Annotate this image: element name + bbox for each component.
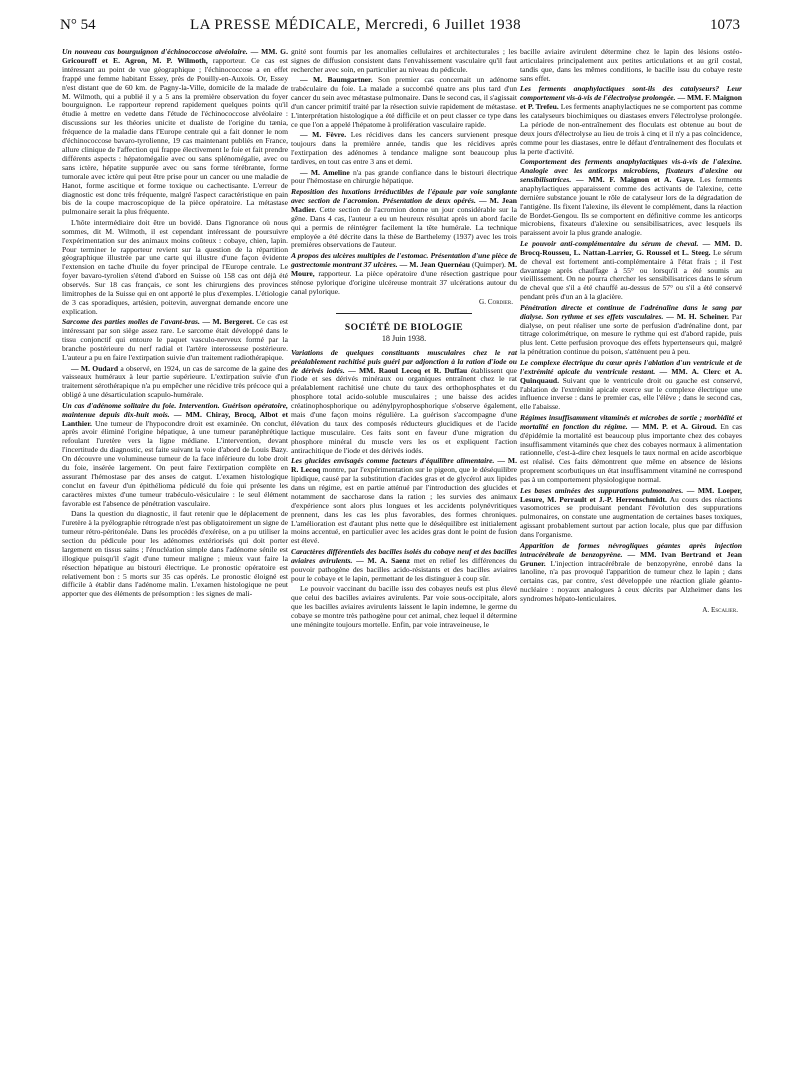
article-bases-aminees xyxy=(520,487,742,540)
article-text: rapporteur. La pièce opératoire d'une résection gastrique pour sténose pylorique d'origine ulcéreuse montrait 37 ulcérations autour du canal pylorique. xyxy=(291,268,517,296)
article-authors: — MM. Ivan Bertrand et Jean Gruner. xyxy=(520,549,742,568)
article-title: Apparition de formes névrogliques géantes après injection intracérébrale de benzopyrène. xyxy=(520,540,742,559)
article-text: Les ferments anaphylactiques ne se comportent pas comme les catalyseurs biochimiques ou diastases envers l'électrolyse prolongée. La période de non-entraînement des floculats est obtenue au bout de deux jours d'électrolyse au lieu de trois à cinq et il n'y a pas coïncidence, comme pour les diastases, entre le défaut d'entraînement des floculats et la perte d'activité. xyxy=(520,102,742,156)
paragraph: Dans la question du diagnostic, il faut retenir que le déplacement de l'uretère à la pyélographie rétrograde n'est pas obligatoirement un signe de tumeur rétro-péritonéale. Dans les procédés d'exérèse, on a pu utiliser la section du pédicule pour les adénomes extériorisés qui doit porter largement en tissus sains ; l'énucléation simple dans l'adénome sénile est illogique puisqu'il s'agit d'une tumeur maligne ; mieux vaut faire la résection hépatique au bistouri électrique. Le pronostic opératoire est relativement bon : 5 morts sur 35 cas opérés. Le pronostic éloigné est difficile à établir dans l'adénome malin. L'examen histologique ne peut apporter que des éléments de présomption : les signes de mali- xyxy=(62,509,288,599)
article-title: Le complexe électrique du cœur après l'ablation d'un ventricule et de l'extrémité apicale du ventricule restant. xyxy=(520,357,742,376)
article-sarcome xyxy=(62,318,288,363)
article-text: montre, par l'expérimentation sur le pigeon, que le déséquilibre lipidique, causé par la substitution d'acides gras et de glycérol aux lipides dans un régime, est en partie atténué par l'introduction des glucides et notamment de saccharose dans la ration ; les survies des animaux d'expérience sont alors plus longues et les accidents polynévritiques prennent, dans les cas les plus favorables, des formes chroniques. L'amélioration est d'autant plus nette que le déséquilibre est initialement moins accentué, en particulier avec les acides gras dont le point de fusion est élevé. xyxy=(291,465,517,546)
article-title: Les bases aminées des suppurations pulmonaires. xyxy=(520,485,684,495)
article-authors: — M. Jean Madier. xyxy=(291,195,517,214)
article-text: L'injection intracérébrale de benzopyrène, enrobé dans la lanoline, n'a pas provoqué l'apparition de tumeur chez le lapin ; dans certains cas, par contre, s'est développée une réaction gliale géanto-nucléaire : noyaux analogues à ceux décrits par Alzheimer dans les syndromes hépato-lenticulaires. xyxy=(520,558,742,604)
article-rachitisme xyxy=(291,349,517,456)
signature: G. Cordier. xyxy=(479,298,513,307)
article-adrenaline xyxy=(520,304,742,357)
discussant: — M. Fèvre. xyxy=(300,130,347,140)
discussant: — M. Ameline xyxy=(300,167,350,177)
article-authors: — MM. A. Clerc et A. Quinquaud. xyxy=(520,366,742,385)
signature: A. Escalier. xyxy=(702,605,738,614)
article-text: En cas d'épidémie la mortalité est beaucoup plus importante chez des cobayes insuffisamment vitaminés que chez des cobayes normaux à alimentation rationnelle, c'est-à-dire chez lesquels le taux normal en acide ascorbique est réalisé. Ces faits démontrent que même en absence de lésions proprement scorbutiques un état insuffisamment vitaminé ne correspond pas à un comportement physiologique normal. xyxy=(520,421,742,485)
discussant: — M. Baumgartner. xyxy=(300,75,373,85)
article-authors: — M. Bergeret. xyxy=(199,317,255,327)
article-authors: — M. H. Scheiner. xyxy=(663,311,729,321)
article-authors: — MM. Chiray, Brocq, Albot et Lanthier. xyxy=(62,409,288,428)
article-ferments-alexine xyxy=(520,158,742,238)
article-title: Un nouveau cas bourguignon d'échinococcose alvéolaire. xyxy=(62,47,248,56)
article-title: Régimes insuffisamment vitaminés et microbes de sortie ; morbidité et mortalité en fonction du régime. xyxy=(520,412,742,431)
discussion xyxy=(291,76,517,129)
article-text: Suivant que le ventricule droit ou gauche est conservé, l'ablation de l'extrémité apicale exerce sur le complexe électrique une influence inverse : dans le premier cas, elle l'élève ; dans le second cas, elle l'abaisse. xyxy=(520,375,742,412)
article-title: Les glucides envisagés comme facteurs d'équilibre alimentaire. xyxy=(291,456,495,466)
article-bacilles xyxy=(291,548,517,584)
article-text: Par dialyse, on peut réaliser une sorte de perfusion d'adrénaline dont, par titrage colorimétrique, on mesure le rythme qui est d'abord rapide, puis plus lent. Cette perfusion provoque des effets hypertenseurs qui, malgré la pénétration continue du poison, s'atténuent peu à peu. xyxy=(520,311,742,357)
article-authors: — M. Jean Quernéau xyxy=(397,259,470,269)
article-authors: — MM. Raoul Lecoq et R. Duffau xyxy=(344,365,468,375)
article-text: n'a pas grande confiance dans le bistouri électrique pour l'hémostase en chirurgie hépatique. xyxy=(291,167,517,186)
running-header xyxy=(60,17,740,43)
article-text: a observé, en 1924, un cas de sarcome de la gaine des vaisseaux huméraux à leur partie supérieure. L'extirpation suivie d'un traitement sérothérapique n'a pu empêcher une récidive très précoce qui a obligé à une désarticulation scapulo-humérale. xyxy=(62,363,288,400)
discussant: M. Moure, xyxy=(291,259,517,278)
article-adenome xyxy=(62,402,288,509)
article-title: Le pouvoir anti-complémentaire du sérum de cheval. xyxy=(520,238,699,248)
issue-number: N° 54 xyxy=(60,17,96,33)
article-text: (Quimper). xyxy=(469,259,508,269)
article-text: Les ferments anaphylactiques apparaissent comme des activants de l'alexine, cette dernière substance jouant le rôle de catalyseur lors de la dégradation de l'antigène. Ils fixent l'alexine, ils élevent le complément, dans la réaction de Bordet-Gengou. Ils se comportent en définitive comme les anticorps microbiens, fixateurs d'alexine ou sensibilisatrices, avec lesquels ils paraissent avoir la plus grande analogie. xyxy=(520,174,743,238)
article-text: Les récidives dans les cancers survienent presque toujours dans la première année, tandis que les récidives après l'extirpation des adénomes à tendance maligne sont beaucoup plus tardives, en tout cas entre 3 ans et demi. xyxy=(291,130,518,167)
article-luxations xyxy=(291,188,517,250)
article-authors: — M. R. Lecoq xyxy=(291,456,517,475)
article-nevroglie xyxy=(520,542,742,604)
article-ulceres xyxy=(291,252,517,297)
article-title: Sarcome des parties molles de l'avant-bras. xyxy=(62,317,200,327)
article-text: rapporteur. Ce cas est intéressant au point de vue géographique ; l'échinococcose a en effet frappé une femme habitant Essey, près de Pouilly-en-Auxois. Or, Essey n'est distant que de 60 km. de Pagny-la-Ville, domicile de la malade de M. Wilmoth, qui a publié il y a 5 ans la première observation du foyer bourguignon. Le rapporteur reprend rapidement quelques points qu'il étudie à mettre en vedette dans l'étude de l'échinococcose alvéolaire : discussions sur les théories unicite et dualiste de l'origine du tænia, fréquence de la maladie dans l'Europe centrale qui a fait donner le nom d'échinococcose bavaro-tyrolienne, 19 cas maintenant publiés en France, allure clinique de l'affection qui frappe électivement le foie et fait prendre différents aspects : hépatomégalie avec ou sans splénomégalie, avec ou sans ictère, hépatite suppurée avec ou sans forme térébrante, forme tumorale avec ictère qui peut être prise pour un cancer ou une maladie de Hanot, forme ascitique et forme toxique ou cachectisante. L'erreur de diagnostic est donc très fréquente, malgré l'aspect caractéristique en pain bis de la coupe macroscopique de la pièce opératoire. La métastase pulmonaire serait la plus fréquente. xyxy=(62,55,288,217)
article-title: A propos des ulcères multiples de l'estomac. Présentation d'une pièce de gastrectomie montrant 37 ulcères. xyxy=(291,250,517,269)
article-authors: — M. A. Saenz xyxy=(352,555,411,565)
discussion xyxy=(291,131,517,167)
article-title: Comportement des ferments anaphylactiques vis-à-vis de l'alexine. Analogie avec les anticorps microbiens, fixateurs d'alexine ou sensibilisatrices. xyxy=(520,157,742,184)
article-title: Caractères différentiels des bacilles isolés du cobaye neuf et des bacilles aviaires avirulents. xyxy=(291,546,517,565)
article-authors: — MM. P. et A. Giroud. xyxy=(627,421,717,431)
article-text: Cette section de l'acromion donne un jour considérable sur la gêne. Dans 4 cas, l'auteur a eu un heureux résultat après un abord facile qui a permis de réintégrer facilement la tête humérale. La technique employée a été décrite dans la thèse de Barthelemy (1937) avec les trois premières observations de l'auteur. xyxy=(291,204,517,250)
article-text: met en relief les différences du pouvoir pathogène des bacilles acido-résistants et des bacilles aviaires pour le cobaye et le lapin, permettant de les distinguer à coup sûr. xyxy=(291,555,517,583)
article-authors: — MM. F. Maignon et P. Trefeu. xyxy=(520,93,742,112)
paragraph: gnité sont fournis par les anomalies cellulaires et architecturales ; les signes de diffusion consistent dans l'envahissement vasculaire qu'il faut rechercher avec soin, en particulier au niveau du pédicule. xyxy=(291,47,517,74)
article-serum-cheval xyxy=(520,240,742,302)
article-title: Pénétration directe et continue de l'adrénaline dans le sang par dialyse. Son rythme et ses effets vasculaires. xyxy=(520,302,742,321)
article-authors: — MM. G. Gricouroff et E. Agron, M. P. Wilmoth, xyxy=(62,47,288,65)
article-echinococcose xyxy=(62,48,288,217)
article-text: Le sérum de cheval est fortement anti-complémentaire à l'état frais ; il l'est davantage après chauffage à 55° ou lorsqu'il a été soumis au vieillissement. On ne pourra chercher les sensibilisatrices dans le sérum de cheval que s'il a été chauffé au-dessus de 57° ou s'il a été conservé pendant près d'un an à la glacière. xyxy=(520,247,742,302)
article-complexe-electrique xyxy=(520,359,742,412)
article-text: établissent que l'iode et ses dérivés minéraux ou organiques entraînent chez le rat préalablement rachitisé une chute du taux des orthophosphates et du phosphore total acido-soluble musculaires ; une baisse des acides créatinophosphorique ou adénylpyrophosphorique s'observe également, mais d'une façon moins régulière. La guérison s'accompagne d'une élévation du taux des composés réducteurs glucidiques et de l'acide lactique musculaire. Ces faits sont en faveur d'une migration du phosphore minéral du muscle vers les os et expliquent l'action antirachitique de l'iode et des dérivés iodés. xyxy=(291,365,517,455)
article-regimes xyxy=(520,414,742,485)
section-title: SOCIÉTÉ DE BIOLOGIE xyxy=(344,322,464,333)
divider xyxy=(336,313,472,314)
column-3 xyxy=(520,48,742,619)
article-title: Reposition des luxations irréductibles de l'épaule par voie sanglante avec section de l'acromion. Présentation de deux opérés. xyxy=(291,186,517,205)
paragraph xyxy=(62,365,288,401)
article-title: Les ferments anaphylactiques sont-ils des catalyseurs? Leur comportement vis-à-vis de l'électrolyse prolongée. xyxy=(520,84,742,103)
page-number: 1073 xyxy=(710,17,740,33)
article-glucides xyxy=(291,457,517,546)
journal-title: LA PRESSE MÉDICALE, Mercredi, 6 Juillet 1938 xyxy=(190,17,522,33)
column-1 xyxy=(62,48,288,601)
section-date: 18 Juin 1938. xyxy=(381,333,427,343)
discussant: — M. Oudard xyxy=(71,363,119,373)
article-text: Son premier cas concernait un adénome trabéculaire du foie. La malade a succombé quatre ans plus tard d'un cancer du sein avec métastase pulmonaire. Dans le second cas, il s'agissait d'un cancer primitif traité par la résection suivie rapidement de métastase. L'interprétation histologique a été difficile et on peut classer ce type dans ce que l'on a appelé l'hépatome à prolifération vasculaire rapide. xyxy=(291,75,517,129)
article-authors: — MM. D. Brocq-Rousseu, L. Nattan-Larrier, G. Roussel et L. Steeg. xyxy=(520,238,743,257)
article-text: Au cours des réactions vasomotrices se produisant pendant l'évolution des suppurations pulmonaires, on constate une augmentation de certaines bases toxiques, agissant probablement surtout par action locale, plus que par diffusion dans l'organisme. xyxy=(520,494,742,540)
discussion xyxy=(291,169,517,187)
article-ferments-catalyseurs xyxy=(520,85,742,156)
column-2 xyxy=(291,48,517,631)
article-text: Une tumeur de l'hypocondre droit est examinée. On conclut, après avoir éliminé l'origine hépatique, à une tumeur paranéphrétique refoulant l'uretère vers la ligne médiane. L'intervention, devant l'incertitude du diagnostic, est faite suivant la voie d'abord de Louis Bazy. On découvre une volumineuse tumeur de la face inférieure du lobe droit du foie, insérée largement. On peut faire l'extirpation complète en assurant l'hémostase par des anses de catgut. L'examen histologique conclut en faveur d'un épithélioma pédiculé du foie qui présente les caractères mixtes d'une tumeur trabéculo-vésiculaire : le seul élément favorable est l'absence de pénétration vasculaire. xyxy=(62,418,288,508)
article-authors: — MM. Loeper, Lesure, M. Perrault et J.-P. Herrenschmidt. xyxy=(520,485,742,504)
article-title: Variations de quelques constituants musculaires chez le rat préalablement rachitisé puis guéri par adjonction à la ration d'iode ou de dérivés iodés. xyxy=(291,347,517,375)
article-authors: — MM. F. Maignon et A. Gaye. xyxy=(571,174,695,184)
paragraph: Le pouvoir vaccinant du bacille issu des cobayes neufs est plus élevé que celui des bacilles aviaires avirulents. Par voie sous-occipitale, alors que les bacilles aviaires avirulents laissent le lapin indemne, le germe du cobaye se montre très pathogène pour cet animal, chez lequel il détermine une méningite toujours mortelle. Enfin, par voie intraveineuse, le xyxy=(291,584,517,629)
article-text: Ce cas est intéressant par son siège assez rare. Le sarcome était développé dans le tissu conjonctif qui entoure le paquet vasculo-nerveux formé par la branche postérieure du nerf radial et l'artère interosseuse postérieure. L'auteur a pu en faire l'extirpation suivie d'un traitement radiothérapique. xyxy=(62,317,289,362)
article-title: Un cas d'adénome solitaire du foie. Intervention. Guérison opératoire, maintenue depuis dix-huit mois. xyxy=(62,400,288,419)
paragraph: bacille aviaire avirulent détermine chez le lapin des lésions ostéo-articulaires principalement aux petites articulations et au gril costal, tandis que, dans les mêmes conditions, le bacille issu du cobaye reste sans effet. xyxy=(520,47,742,83)
paragraph: L'hôte intermédiaire doit être un bovidé. Dans l'ignorance où nous sommes, dit M. Wilmoth, il est cependant intéressant de poursuivre l'expérimentation sur des animaux moins coûteux : cobaye, chien, lapin. Pour terminer le rapporteur revient sur la question de la répartition géographique illustrée par une carte qui illustre d'une façon évidente l'extension en tache d'huile du foyer principal de l'Europe centrale. Le foyer bavaro-tyrolien s'étend d'abord en Suisse où 158 cas ont déjà été observés. Sur 18 cas français, ce sont les chirurgiens des provinces limitrophes de la Suisse qui en ont apporté le plus d'exemples. L'étiologie de 3 cas sporadiques, artésien, poitevin, auvergnat demande encore une explication. xyxy=(62,217,288,316)
